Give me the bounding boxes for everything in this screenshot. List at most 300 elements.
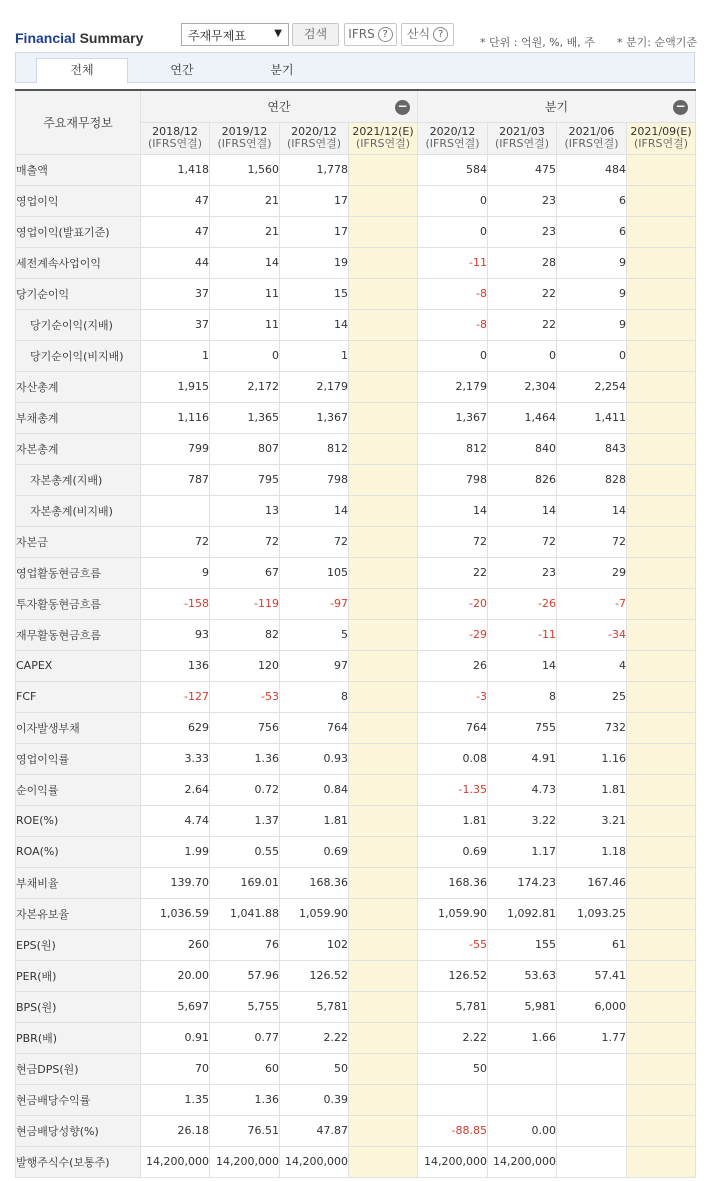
statement-select-value: 주재무제표 xyxy=(188,29,246,43)
table-cell: 167.46 xyxy=(557,867,627,898)
table-cell: 14 xyxy=(280,309,349,340)
row-label: 현금DPS(원) xyxy=(16,1053,141,1084)
table-cell xyxy=(418,1084,488,1115)
table-cell: 2,254 xyxy=(557,371,627,402)
table-cell xyxy=(627,1115,696,1146)
row-label: ROE(%) xyxy=(16,805,141,836)
table-cell: 4.73 xyxy=(488,774,557,805)
table-row xyxy=(16,1146,696,1177)
table-cell: 0 xyxy=(488,340,557,371)
table-cell: -88.85 xyxy=(418,1115,488,1146)
table-cell xyxy=(627,402,696,433)
table-cell: 9 xyxy=(557,247,627,278)
collapse-annual-icon[interactable]: − xyxy=(395,100,410,115)
page-title xyxy=(15,30,143,46)
table-cell xyxy=(627,1084,696,1115)
row-label: PER(배) xyxy=(16,960,141,991)
table-cell xyxy=(349,712,418,743)
table-cell: 168.36 xyxy=(280,867,349,898)
table-cell: 0.72 xyxy=(210,774,280,805)
table-row xyxy=(16,371,696,402)
table-row xyxy=(16,743,696,774)
table-cell: 1.18 xyxy=(557,836,627,867)
table-cell: 76.51 xyxy=(210,1115,280,1146)
table-cell: 139.70 xyxy=(141,867,210,898)
table-cell: 47 xyxy=(141,185,210,216)
chevron-down-icon: ▼ xyxy=(274,28,282,39)
table-cell: 1 xyxy=(141,340,210,371)
column-header xyxy=(557,122,627,154)
table-cell: 67 xyxy=(210,557,280,588)
corner-header: 주요재무정보 xyxy=(16,90,141,154)
table-cell: 2,304 xyxy=(488,371,557,402)
table-cell xyxy=(627,743,696,774)
table-cell: 1,036.59 xyxy=(141,898,210,929)
table-cell: 1,411 xyxy=(557,402,627,433)
table-cell: 1.16 xyxy=(557,743,627,774)
table-cell xyxy=(627,309,696,340)
table-cell xyxy=(349,371,418,402)
row-label: 자본유보율 xyxy=(16,898,141,929)
table-cell: 1,778 xyxy=(280,154,349,185)
table-cell: 20.00 xyxy=(141,960,210,991)
row-label: 당기순이익 xyxy=(16,278,141,309)
table-cell xyxy=(349,185,418,216)
table-cell: 47 xyxy=(141,216,210,247)
table-cell: 1.17 xyxy=(488,836,557,867)
row-label: 부채총계 xyxy=(16,402,141,433)
table-cell: 2,179 xyxy=(418,371,488,402)
table-cell: 0.08 xyxy=(418,743,488,774)
table-cell xyxy=(627,557,696,588)
table-cell: 72 xyxy=(557,526,627,557)
table-cell: 50 xyxy=(280,1053,349,1084)
table-cell xyxy=(349,309,418,340)
column-basis: (IFRS연결) xyxy=(633,137,689,150)
table-cell xyxy=(349,960,418,991)
table-row xyxy=(16,1022,696,1053)
table-cell: 0.39 xyxy=(280,1084,349,1115)
table-cell xyxy=(557,1084,627,1115)
table-cell: 11 xyxy=(210,278,280,309)
table-cell: 26.18 xyxy=(141,1115,210,1146)
statement-select[interactable] xyxy=(181,23,289,46)
column-basis: (IFRS연결) xyxy=(564,137,619,150)
column-header xyxy=(280,122,349,154)
table-cell: 17 xyxy=(280,216,349,247)
table-cell: 826 xyxy=(488,464,557,495)
table-cell: 1,059.90 xyxy=(280,898,349,929)
table-cell: 14 xyxy=(418,495,488,526)
table-cell: 0 xyxy=(418,216,488,247)
annual-group-label: 연간 xyxy=(267,99,291,114)
table-cell xyxy=(141,495,210,526)
period-tabs xyxy=(15,52,695,83)
table-row xyxy=(16,402,696,433)
column-date: 2021/06 xyxy=(568,125,615,138)
table-cell xyxy=(349,805,418,836)
table-cell: 0.00 xyxy=(488,1115,557,1146)
table-cell: 1.36 xyxy=(210,743,280,774)
table-cell: 0.69 xyxy=(418,836,488,867)
column-date: 2020/12 xyxy=(291,125,337,138)
table-cell: 764 xyxy=(280,712,349,743)
table-cell: 0.84 xyxy=(280,774,349,805)
table-cell: 14,200,000 xyxy=(210,1146,280,1177)
table-cell: 72 xyxy=(418,526,488,557)
table-cell: 3.21 xyxy=(557,805,627,836)
table-cell: 756 xyxy=(210,712,280,743)
row-label: 현금배당성향(%) xyxy=(16,1115,141,1146)
collapse-quarter-icon[interactable]: − xyxy=(673,100,688,115)
table-row xyxy=(16,216,696,247)
table-row xyxy=(16,650,696,681)
table-row xyxy=(16,154,696,185)
ifrs-help-button[interactable] xyxy=(344,23,397,46)
table-row xyxy=(16,619,696,650)
table-cell: 168.36 xyxy=(418,867,488,898)
table-cell xyxy=(627,185,696,216)
table-cell: 105 xyxy=(280,557,349,588)
table-cell: 2.64 xyxy=(141,774,210,805)
table-row xyxy=(16,929,696,960)
table-cell: 9 xyxy=(557,278,627,309)
table-row xyxy=(16,464,696,495)
table-cell xyxy=(627,526,696,557)
row-label: EPS(원) xyxy=(16,929,141,960)
table-cell: 82 xyxy=(210,619,280,650)
table-cell xyxy=(349,433,418,464)
table-cell: 19 xyxy=(280,247,349,278)
table-cell: 93 xyxy=(141,619,210,650)
column-basis: (IFRS연결) xyxy=(286,137,342,150)
table-cell: 22 xyxy=(488,278,557,309)
table-cell: 5,781 xyxy=(280,991,349,1022)
column-basis: (IFRS연결) xyxy=(147,137,203,150)
table-cell xyxy=(349,1146,418,1177)
table-cell: 1 xyxy=(280,340,349,371)
table-cell: 13 xyxy=(210,495,280,526)
table-row xyxy=(16,340,696,371)
table-cell: 2,179 xyxy=(280,371,349,402)
table-cell: 21 xyxy=(210,216,280,247)
table-cell: -119 xyxy=(210,588,280,619)
unit-note: * 단위 : 억원, %, 배, 주 xyxy=(480,36,595,49)
table-cell xyxy=(349,619,418,650)
table-cell: 72 xyxy=(280,526,349,557)
table-cell: 5,781 xyxy=(418,991,488,1022)
table-row xyxy=(16,309,696,340)
table-cell xyxy=(627,464,696,495)
table-cell: 3.33 xyxy=(141,743,210,774)
table-cell: 76 xyxy=(210,929,280,960)
table-row xyxy=(16,1084,696,1115)
table-cell xyxy=(349,278,418,309)
table-cell: 787 xyxy=(141,464,210,495)
row-label: 이자발생부채 xyxy=(16,712,141,743)
basis-note: * 분기: 순액기준 xyxy=(617,36,697,49)
row-label: 투자활동현금흐름 xyxy=(16,588,141,619)
table-cell: 22 xyxy=(488,309,557,340)
table-cell: 1,116 xyxy=(141,402,210,433)
table-cell: 11 xyxy=(210,309,280,340)
table-cell: -158 xyxy=(141,588,210,619)
column-header xyxy=(488,122,557,154)
table-cell xyxy=(349,340,418,371)
table-cell: 14,200,000 xyxy=(418,1146,488,1177)
table-cell: 0.55 xyxy=(210,836,280,867)
table-cell: 44 xyxy=(141,247,210,278)
table-cell: 9 xyxy=(141,557,210,588)
table-cell: -1.35 xyxy=(418,774,488,805)
table-cell xyxy=(627,960,696,991)
title-main: Financial xyxy=(15,30,76,46)
table-cell xyxy=(627,216,696,247)
summary-header xyxy=(0,0,710,52)
table-cell: -26 xyxy=(488,588,557,619)
formula-help-button[interactable] xyxy=(401,23,454,46)
table-cell: 14,200,000 xyxy=(280,1146,349,1177)
row-label: 발행주식수(보통주) xyxy=(16,1146,141,1177)
table-cell xyxy=(349,774,418,805)
table-cell xyxy=(627,681,696,712)
table-cell: -97 xyxy=(280,588,349,619)
table-cell: 0.91 xyxy=(141,1022,210,1053)
table-cell xyxy=(349,1053,418,1084)
table-cell xyxy=(349,526,418,557)
table-cell xyxy=(557,1053,627,1084)
column-date: 2021/03 xyxy=(499,125,545,138)
table-cell: -29 xyxy=(418,619,488,650)
table-row xyxy=(16,1053,696,1084)
table-row xyxy=(16,991,696,1022)
table-cell: 23 xyxy=(488,557,557,588)
table-cell: 2.22 xyxy=(280,1022,349,1053)
table-cell: 47.87 xyxy=(280,1115,349,1146)
table-cell xyxy=(627,154,696,185)
table-cell: 732 xyxy=(557,712,627,743)
table-cell: 484 xyxy=(557,154,627,185)
financial-summary-table xyxy=(15,89,696,1178)
table-cell xyxy=(349,743,418,774)
table-cell: 1,041.88 xyxy=(210,898,280,929)
table-cell xyxy=(349,867,418,898)
table-cell: 1.36 xyxy=(210,1084,280,1115)
table-cell: 1.81 xyxy=(280,805,349,836)
table-cell: 812 xyxy=(280,433,349,464)
quarter-group-label: 분기 xyxy=(544,99,569,114)
table-cell: 28 xyxy=(488,247,557,278)
table-cell: 475 xyxy=(488,154,557,185)
table-cell: -127 xyxy=(141,681,210,712)
question-icon: ? xyxy=(433,27,448,42)
column-basis: (IFRS연결) xyxy=(355,137,411,150)
column-date: 2020/12 xyxy=(429,125,476,138)
table-cell xyxy=(349,650,418,681)
table-cell: 70 xyxy=(141,1053,210,1084)
table-cell: 798 xyxy=(280,464,349,495)
table-row xyxy=(16,712,696,743)
table-cell: 14,200,000 xyxy=(141,1146,210,1177)
column-date: 2019/12 xyxy=(221,125,268,138)
column-basis: (IFRS연결) xyxy=(494,137,550,150)
table-cell xyxy=(627,1053,696,1084)
table-cell xyxy=(349,247,418,278)
search-button[interactable]: 검색 xyxy=(292,23,339,46)
table-cell: 17 xyxy=(280,185,349,216)
table-cell: 72 xyxy=(141,526,210,557)
annual-group-header xyxy=(141,90,418,122)
row-label: 자본금 xyxy=(16,526,141,557)
table-row xyxy=(16,185,696,216)
table-cell: 14 xyxy=(488,495,557,526)
table-cell: 155 xyxy=(488,929,557,960)
row-label: 세전계속사업이익 xyxy=(16,247,141,278)
table-cell: -11 xyxy=(418,247,488,278)
table-cell: 584 xyxy=(418,154,488,185)
table-cell xyxy=(488,1084,557,1115)
table-cell: 812 xyxy=(418,433,488,464)
table-cell xyxy=(627,836,696,867)
table-cell xyxy=(349,588,418,619)
ifrs-label: IFRS xyxy=(348,27,375,41)
column-date: 2018/12 xyxy=(152,125,198,138)
table-cell xyxy=(627,1146,696,1177)
row-label: 당기순이익(비지배) xyxy=(16,340,141,371)
table-cell: 126.52 xyxy=(280,960,349,991)
table-cell: 97 xyxy=(280,650,349,681)
row-label: 현금배당수익률 xyxy=(16,1084,141,1115)
column-basis: (IFRS연결) xyxy=(425,137,480,150)
table-cell xyxy=(349,557,418,588)
table-cell: -55 xyxy=(418,929,488,960)
table-row xyxy=(16,588,696,619)
table-cell xyxy=(349,1115,418,1146)
table-cell xyxy=(349,1022,418,1053)
table-cell xyxy=(627,898,696,929)
column-header xyxy=(210,122,280,154)
table-cell: 1.81 xyxy=(557,774,627,805)
column-basis: (IFRS연결) xyxy=(217,137,272,150)
table-cell: 5,755 xyxy=(210,991,280,1022)
table-cell xyxy=(349,991,418,1022)
table-cell xyxy=(349,154,418,185)
table-cell: 843 xyxy=(557,433,627,464)
table-cell: 3.22 xyxy=(488,805,557,836)
table-cell: 169.01 xyxy=(210,867,280,898)
table-cell: 57.41 xyxy=(557,960,627,991)
table-cell: 1,464 xyxy=(488,402,557,433)
table-cell: 5 xyxy=(280,619,349,650)
tab-all[interactable]: 전체 xyxy=(36,58,128,84)
table-row xyxy=(16,1115,696,1146)
tab-quarter[interactable]: 분기 xyxy=(270,63,294,77)
table-cell: 9 xyxy=(557,309,627,340)
table-cell: 29 xyxy=(557,557,627,588)
table-cell: 72 xyxy=(488,526,557,557)
table-cell: 6 xyxy=(557,216,627,247)
table-row xyxy=(16,836,696,867)
row-label: 부채비율 xyxy=(16,867,141,898)
table-cell: 1.66 xyxy=(488,1022,557,1053)
table-cell xyxy=(349,402,418,433)
table-cell xyxy=(349,495,418,526)
table-cell xyxy=(557,1146,627,1177)
table-cell: 14,200,000 xyxy=(488,1146,557,1177)
row-label: BPS(원) xyxy=(16,991,141,1022)
table-cell: -11 xyxy=(488,619,557,650)
row-label: 자산총계 xyxy=(16,371,141,402)
table-cell: 37 xyxy=(141,309,210,340)
table-cell: 0.69 xyxy=(280,836,349,867)
column-date: 2021/12(E) xyxy=(352,125,414,138)
table-cell: 53.63 xyxy=(488,960,557,991)
row-label: 영업이익 xyxy=(16,185,141,216)
table-cell: 260 xyxy=(141,929,210,960)
formula-label: 산식 xyxy=(406,27,431,41)
table-cell: 1.77 xyxy=(557,1022,627,1053)
table-cell xyxy=(349,1084,418,1115)
table-cell: 23 xyxy=(488,216,557,247)
table-cell: -34 xyxy=(557,619,627,650)
table-cell: 795 xyxy=(210,464,280,495)
table-cell: 120 xyxy=(210,650,280,681)
table-cell: 23 xyxy=(488,185,557,216)
quarter-group-header xyxy=(418,90,696,122)
table-cell: -20 xyxy=(418,588,488,619)
table-cell xyxy=(627,371,696,402)
table-cell: 0 xyxy=(210,340,280,371)
table-cell: 15 xyxy=(280,278,349,309)
table-cell xyxy=(627,991,696,1022)
row-label: ROA(%) xyxy=(16,836,141,867)
table-cell: 807 xyxy=(210,433,280,464)
row-label: 자본총계 xyxy=(16,433,141,464)
table-cell: 0 xyxy=(418,185,488,216)
table-cell: 1.35 xyxy=(141,1084,210,1115)
table-cell: 102 xyxy=(280,929,349,960)
table-cell: 4 xyxy=(557,650,627,681)
table-cell: 14 xyxy=(280,495,349,526)
table-cell: -8 xyxy=(418,278,488,309)
table-cell: 1.99 xyxy=(141,836,210,867)
row-label: 당기순이익(지배) xyxy=(16,309,141,340)
table-row xyxy=(16,774,696,805)
table-cell: 1.37 xyxy=(210,805,280,836)
tab-annual[interactable]: 연간 xyxy=(170,63,194,77)
table-cell: 1,093.25 xyxy=(557,898,627,929)
table-row xyxy=(16,495,696,526)
table-cell: 6 xyxy=(557,185,627,216)
table-cell: 1,059.90 xyxy=(418,898,488,929)
row-label: 순이익률 xyxy=(16,774,141,805)
table-cell: 4.91 xyxy=(488,743,557,774)
table-cell: 21 xyxy=(210,185,280,216)
table-cell: 2.22 xyxy=(418,1022,488,1053)
table-cell: 828 xyxy=(557,464,627,495)
table-cell xyxy=(627,340,696,371)
row-label: 자본총계(지배) xyxy=(16,464,141,495)
table-cell: -53 xyxy=(210,681,280,712)
column-header xyxy=(349,122,418,154)
table-cell xyxy=(349,898,418,929)
table-cell: 126.52 xyxy=(418,960,488,991)
table-cell: -3 xyxy=(418,681,488,712)
table-cell xyxy=(349,464,418,495)
table-cell: 8 xyxy=(488,681,557,712)
table-cell: 174.23 xyxy=(488,867,557,898)
table-row xyxy=(16,898,696,929)
